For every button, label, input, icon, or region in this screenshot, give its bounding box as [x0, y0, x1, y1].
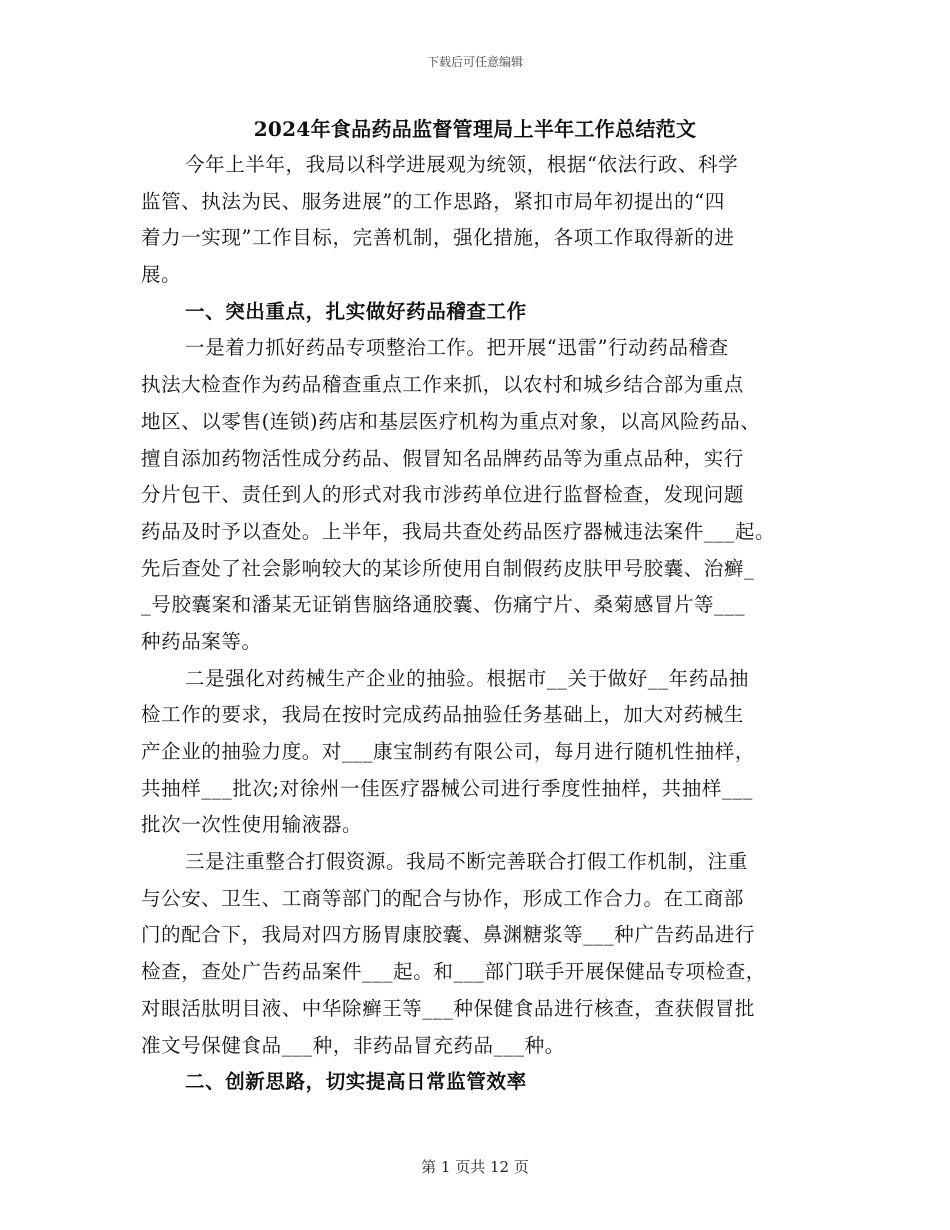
body-line: 先后查处了社会影响较大的某诊所使用自制假药皮肤甲号胶囊、治癣_: [141, 556, 755, 580]
body-line: 准文号保健食品___种，非药品冒充药品___种。: [141, 1033, 565, 1057]
body-line: 三是注重整合打假资源。我局不断完善联合打假工作机制，注重: [185, 850, 748, 874]
body-line: 分片包干、责任到人的形式对我市涉药单位进行监督检查，发现问题: [141, 483, 745, 507]
body-line: 展。: [141, 263, 182, 287]
body-line: 检工作的要求，我局在按时完成药品抽验任务基础上，加大对药械生: [141, 703, 745, 727]
page-header: 下载后可任意编辑: [426, 55, 523, 69]
body-line: 地区、以零售(连锁)药店和基层医疗机构为重点对象，以高风险药品、: [141, 409, 761, 433]
body-line: 药品及时予以查处。上半年，我局共查处药品医疗器械违法案件___起。: [141, 519, 776, 543]
body-line: 今年上半年，我局以科学进展观为统领，根据“依法行政、科学: [185, 153, 739, 176]
body-line: 对眼活肽明目液、中华除癣王等___种保健食品进行核查，查获假冒批: [141, 996, 755, 1020]
section-heading: 二、创新思路，切实提高日常监管效率: [185, 1070, 527, 1094]
body-line: 一是着力抓好药品专项整治工作。把开展“迅雷”行动药品稽查: [185, 336, 729, 360]
body-line: 种药品案等。: [141, 629, 262, 653]
document-body: [141, 147, 821, 1101]
body-line: 批次一次性使用输液器。: [141, 813, 363, 837]
body-line: 检查，查处广告药品案件___起。和___部门联手开展保健品专项检查，: [141, 960, 766, 984]
body-line: 擅自添加药物活性成分药品、假冒知名品牌药品等为重点品种，实行: [141, 446, 745, 470]
document-title: 2024年食品药品监督管理局上半年工作总结范文: [253, 117, 697, 141]
body-line: 着力一实现”工作目标，完善机制，强化措施，各项工作取得新的进: [141, 226, 735, 250]
body-line: 门的配合下，我局对四方肠胃康胶囊、鼻渊糖浆等___种广告药品进行: [141, 923, 755, 947]
body-line: 二是强化对药械生产企业的抽验。根据市__关于做好__年药品抽: [185, 666, 750, 690]
body-line: 产企业的抽验力度。对___康宝制药有限公司，每月进行随机性抽样，: [141, 740, 755, 763]
body-line: 执法大检查作为药品稽查重点工作来抓，以农村和城乡结合部为重点: [141, 373, 745, 397]
body-line: 与公安、卫生、工商等部门的配合与协作，形成工作合力。在工商部: [141, 886, 745, 910]
page-footer: 第 1 页共 12 页: [421, 1158, 529, 1176]
body-line: _号胶囊案和潘某无证销售脑络通胶囊、伤痛宁片、桑菊感冒片等___: [141, 593, 746, 617]
body-line: 监管、执法为民、服务进展”的工作思路，紧扣市局年初提出的“四: [141, 189, 725, 213]
body-line: 共抽样___批次;对徐州一佳医疗器械公司进行季度性抽样，共抽样___: [141, 776, 753, 800]
section-heading: 一、突出重点，扎实做好药品稽查工作: [185, 299, 527, 323]
